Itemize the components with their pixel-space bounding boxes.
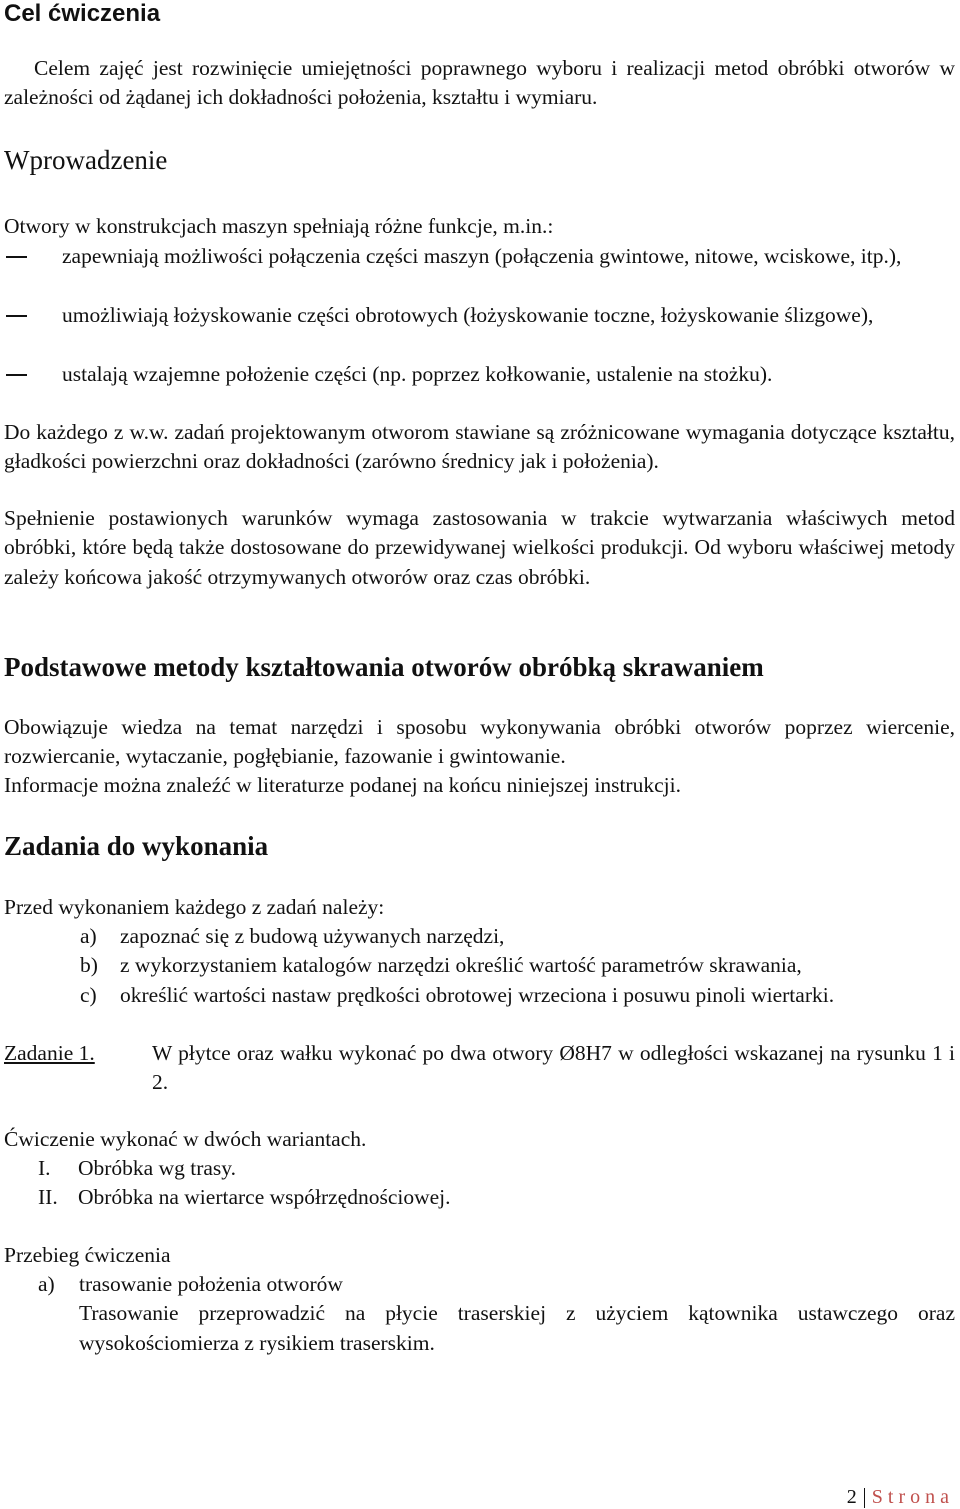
- wprowadzenie-paragraph-1: Do każdego z w.w. zadań projektowanym otworom stawiane są zróżnicowane wymagania dotyczące kształtu, gładkości powierzchni oraz dokładności (zarówno średnicy jak i położenia).: [4, 420, 955, 474]
- list-item: [80, 951, 960, 980]
- section-title-zadania: Zadania do wykonania: [4, 831, 269, 861]
- zadanie-label: Zadanie 1.: [4, 1041, 95, 1065]
- list-item: [38, 1183, 451, 1212]
- list-item: [38, 1154, 451, 1183]
- przebieg-item: [38, 1270, 955, 1358]
- przebieg-item-title: trasowanie położenia otworów: [79, 1272, 343, 1296]
- zadania-list: [80, 922, 960, 1010]
- przebieg-title: Przebieg ćwiczenia: [4, 1243, 171, 1267]
- section-title-cel: Cel ćwiczenia: [4, 0, 161, 27]
- list-item-label: I.: [38, 1156, 51, 1180]
- page-number: 2: [846, 1486, 857, 1508]
- list-item-label: a): [38, 1272, 55, 1296]
- list-item: [80, 981, 960, 1010]
- list-item-text: zapoznać się z budową używanych narzędzi,: [120, 924, 505, 948]
- section-title-metody: Podstawowe metody kształtowania otworów obróbką skrawaniem: [4, 652, 764, 682]
- metody-paragraph-1: Obowiązuje wiedza na temat narzędzi i sposobu wykonywania obróbki otworów poprzez wiercenie, rozwiercanie, wytaczanie, pogłębianie, fazowanie i gwintowanie.: [4, 715, 955, 769]
- wprowadzenie-intro: Otwory w konstrukcjach maszyn spełniają różne funkcje, m.in.:: [4, 214, 554, 238]
- list-item-text: ustalają wzajemne położenie części (np. poprzez kołkowanie, ustalenie na stożku).: [62, 362, 773, 386]
- cel-paragraph: Celem zajęć jest rozwinięcie umiejętności poprawnego wyboru i realizacji metod obróbki otworów w zależności od żądanej ich dokładności położenia, kształtu i wymiaru.: [4, 56, 955, 110]
- list-item-text: z wykorzystaniem katalogów narzędzi określić wartość parametrów skrawania,: [120, 953, 802, 978]
- list-item-label: a): [80, 924, 97, 948]
- list-item-label: II.: [38, 1185, 58, 1210]
- list-item: [4, 242, 955, 271]
- list-item-text: zapewniają możliwości połączenia części maszyn (połączenia gwintowe, nitowe, wciskowe, itp.),: [62, 244, 902, 268]
- przebieg-item-text: Trasowanie przeprowadzić na płycie traserskiej z użyciem kątownika ustawczego oraz wysokościomierza z rysikiem traserskim.: [79, 1301, 955, 1355]
- metody-paragraph-2: Informacje można znaleźć w literaturze podanej na końcu niniejszej instrukcji.: [4, 773, 681, 797]
- zadanie-text: W płytce oraz wałku wykonać po dwa otwory Ø8H7 w odległości wskazanej na rysunku 1 i 2.: [152, 1041, 955, 1095]
- warianty-list: [38, 1154, 451, 1213]
- list-item: [4, 301, 955, 330]
- list-item-label: c): [80, 982, 97, 1007]
- list-item: [80, 922, 960, 951]
- page-footer: [847, 1486, 954, 1508]
- footer-separator: [864, 1488, 865, 1508]
- section-title-wprowadzenie: Wprowadzenie: [4, 145, 168, 175]
- list-item-text: Obróbka wg trasy.: [78, 1156, 237, 1180]
- list-item-text: określić wartości nastaw prędkości obrotowej wrzeciona i posuwu pinoli wiertarki.: [120, 982, 835, 1007]
- list-item-label: b): [80, 953, 98, 978]
- wprowadzenie-paragraph-2: Spełnienie postawionych warunków wymaga zastosowania w trakcie wytwarzania właściwych metod obróbki, które będą także dostosowane do przewidywanej wielkości produkcji. Od wyboru właściwej metody zależy końcowa jakość otrzymywanych otworów oraz czas obróbki.: [4, 506, 955, 589]
- list-item-text: Obróbka na wiertarce współrzędnościowej.: [78, 1185, 451, 1210]
- list-item-text: umożliwiają łożyskowanie części obrotowych (łożyskowanie toczne, łożyskowanie ślizgowe),: [62, 303, 874, 327]
- footer-page-word: Strona: [871, 1486, 954, 1508]
- zadania-intro: Przed wykonaniem każdego z zadań należy:: [4, 895, 385, 919]
- list-item: [4, 360, 955, 389]
- warianty-intro: Ćwiczenie wykonać w dwóch wariantach.: [4, 1127, 367, 1151]
